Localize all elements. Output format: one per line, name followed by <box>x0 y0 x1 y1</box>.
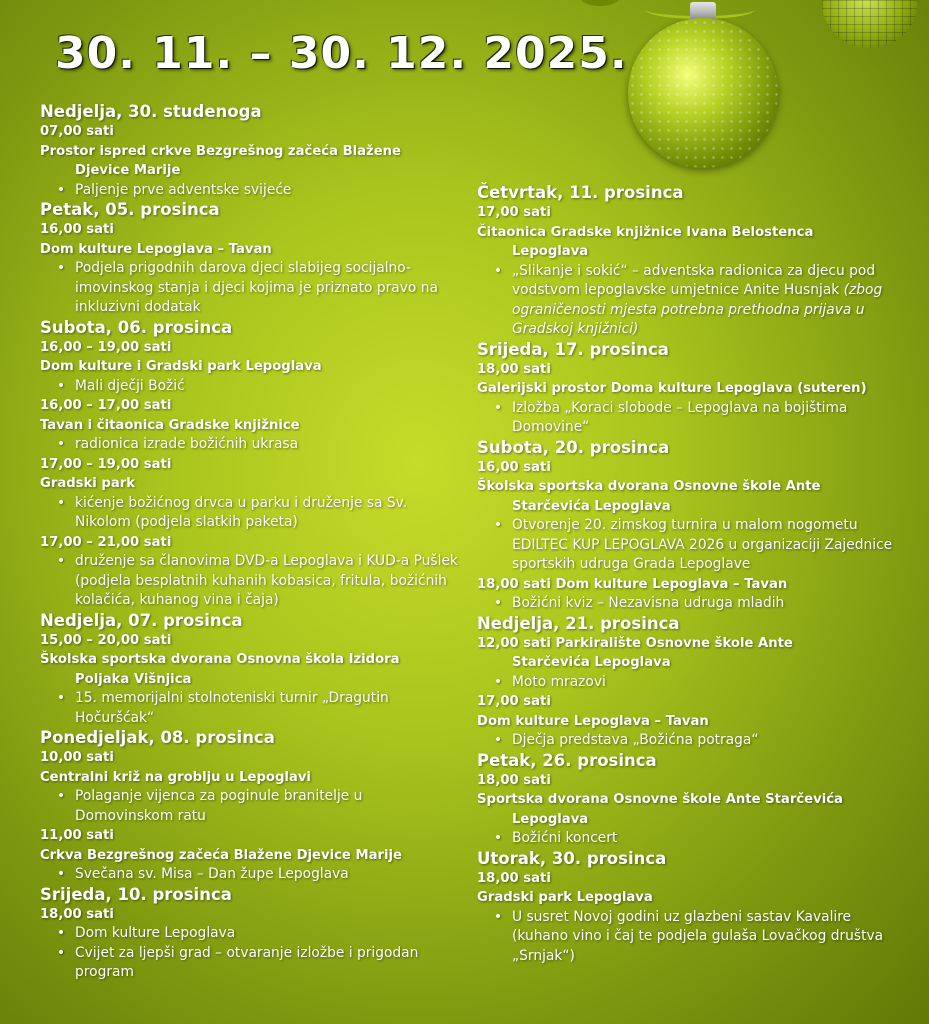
event-day-heading: Utorak, 30. prosinca <box>477 848 667 868</box>
event-location <box>40 357 460 377</box>
event-item-text: Otvorenje 20. zimskog turnira u malom nogometu EDILTEC KUP LEPOGLAVA 2026 u organizaciji Zajednice sportskih udruga Grada Lepoglave <box>512 517 893 572</box>
event-time: 16,00 sati <box>477 459 551 475</box>
christmas-ornament-icon <box>822 0 917 48</box>
event-day-heading: Subota, 06. prosinca <box>40 317 233 337</box>
event-day-heading: Srijeda, 10. prosinca <box>40 884 232 904</box>
event-item-text: Izložba „Koraci slobode – Lepoglava na bojištima Domovine“ <box>512 399 848 435</box>
event-location-line: Djevice Marije <box>75 163 181 178</box>
event-item <box>40 494 460 533</box>
event-location <box>477 223 907 262</box>
event-location <box>477 477 907 516</box>
christmas-ornament-icon <box>628 18 778 168</box>
event-item <box>477 829 907 849</box>
event-item-text: Podjela prigodnih darova djeci slabijeg socijalno-imovinskog stanja i djeci kojima je priznato pravo na inkluzivni dodatak <box>75 260 438 315</box>
event-location-line: Dom kulture Lepoglava – Tavan <box>477 713 709 729</box>
event-time: 11,00 sati <box>40 828 114 843</box>
event-day-heading: Subota, 20. prosinca <box>477 437 670 457</box>
event-location-line: Dom kulture i Gradski park Lepoglava <box>40 359 322 374</box>
event-location-line: Čitaonica Gradske knjižnice Ivana Belostenca <box>477 224 814 240</box>
event-item-text: radionica izrade božićnih ukrasa <box>75 436 299 452</box>
event-location-line: Školska sportska dvorana Osnovna škola Izidora <box>40 652 400 667</box>
event-item-text: Polaganje vijenca za poginule branitelje u Domovinskom ratu <box>75 788 363 824</box>
event-location <box>40 416 460 436</box>
event-item <box>40 689 460 728</box>
event-location-line: Tavan i čitaonica Gradske knjižnice <box>40 417 300 433</box>
event-time: 16,00 sati <box>40 222 114 237</box>
ornament-decoration <box>580 0 620 6</box>
event-item <box>477 594 907 614</box>
event-day-heading: Ponedjeljak, 08. prosinca <box>40 728 275 747</box>
event-location-line: Dom kulture Lepoglava – Tavan <box>40 241 272 257</box>
event-location <box>40 474 460 494</box>
event-item-text: Paljenje prve adventske svijeće <box>75 181 292 198</box>
event-location <box>477 712 907 732</box>
event-item-text: Svečana sv. Misa – Dan župe Lepoglava <box>75 866 349 882</box>
event-item <box>40 865 460 885</box>
event-time: 15,00 – 20,00 sati <box>40 632 172 648</box>
event-item <box>40 259 460 318</box>
event-time: 18,00 sati <box>477 870 551 886</box>
event-item-text: Mali dječji Božić <box>75 377 185 394</box>
event-item-text: Dom kulture Lepoglava <box>75 925 236 941</box>
event-item <box>40 924 460 944</box>
event-location <box>40 650 460 689</box>
event-time: 17,00 – 19,00 sati <box>40 456 172 472</box>
event-location-line: Školska sportska dvorana Osnovne škole Ante <box>477 479 821 494</box>
event-item <box>477 673 907 693</box>
event-day-heading: Nedjelja, 07. prosinca <box>40 610 243 630</box>
event-location <box>40 768 460 788</box>
event-day-heading: Srijeda, 17. prosinca <box>477 339 669 359</box>
event-location-line: Crkva Bezgrešnog začeća Blažene Djevice Marije <box>40 847 402 863</box>
event-note: (zbog ograničenosti mjesta potrebna prethodna prijava u Gradskoj knjižnici) <box>512 282 883 337</box>
event-location-line: Gradski park <box>40 476 136 491</box>
event-day-heading: Nedjelja, 21. prosinca <box>477 613 680 633</box>
event-location-line: Poljaka Višnjica <box>75 671 192 687</box>
page-title: 30. 11. – 30. 12. 2025. <box>55 28 628 79</box>
event-item <box>477 908 907 967</box>
event-item <box>40 787 460 826</box>
event-location <box>477 790 907 829</box>
event-day-heading: Četvrtak, 11. prosinca <box>477 183 684 202</box>
event-location-line: Starčevića Lepoglava <box>512 655 671 670</box>
event-time: 16,00 – 17,00 sati <box>40 398 172 413</box>
event-day-heading: Petak, 26. prosinca <box>477 750 657 770</box>
event-location <box>477 653 907 673</box>
event-time: 17,00 sati <box>477 205 551 220</box>
event-time: 18,00 sati <box>40 906 114 922</box>
event-item-text: U susret Novoj godini uz glazbeni sastav Kavalire (kuhano vino i čaj te podjela gulaša Lovačkog društva „Srnjak“) <box>512 908 884 964</box>
schedule-column-right <box>477 183 907 966</box>
event-day-heading: Petak, 05. prosinca <box>40 200 220 219</box>
event-item-text: Dječja predstava „Božićna potraga“ <box>512 732 759 748</box>
event-item-text: 15. memorijalni stolnoteniski turnir „Dragutin Hočuršćak“ <box>75 690 389 726</box>
event-location-line: Starčevića Lepoglava <box>512 498 671 514</box>
event-item <box>40 181 460 201</box>
event-item <box>40 552 460 611</box>
event-location-line: Lepoglava <box>512 811 589 827</box>
event-item-text: Cvijet za ljepši grad – otvaranje izložbe i prigodan program <box>75 944 419 980</box>
event-location <box>477 379 907 399</box>
event-time: 18,00 sati Dom kulture Lepoglava – Tavan <box>477 576 788 592</box>
event-location-line: Gradski park Lepoglava <box>477 890 653 905</box>
event-location <box>40 240 460 260</box>
event-location-line: Centralni križ na groblju u Lepoglavi <box>40 769 311 785</box>
event-time: 12,00 sati Parkiralište Osnovne škole Ante <box>477 635 793 651</box>
event-item-text: Moto mrazovi <box>512 673 606 690</box>
event-day-heading: Nedjelja, 30. studenoga <box>40 102 262 121</box>
event-item <box>477 262 907 340</box>
event-item <box>40 944 460 983</box>
event-item <box>477 516 907 575</box>
event-time: 18,00 sati <box>477 772 551 788</box>
event-item-text: kićenje božićnog drvca u parku i druženje sa Sv. Nikolom (podjela slatkih paketa) <box>75 494 408 530</box>
event-location <box>40 846 460 866</box>
event-location-line: Galerijski prostor Doma kulture Lepoglava (suteren) <box>477 381 867 396</box>
event-item-text: druženje sa članovima DVD-a Lepoglava i KUD-a Pušlek (podjela besplatnih kuhanih kobasica, fritula, božićnih kolačića, kuhanog vina i čaja) <box>75 553 458 608</box>
event-item <box>40 377 460 397</box>
event-location <box>477 888 907 908</box>
event-location-line: Lepoglava <box>512 244 589 259</box>
event-time: 17,00 – 21,00 sati <box>40 534 172 550</box>
event-item-text: „Slikanje i sokić“ – adventska radionica za djecu pod vodstvom lepoglavske umjetnice Anite Husnjak <box>512 262 876 298</box>
event-location-line: Prostor ispred crkve Bezgrešnog začeća Blažene <box>40 143 402 159</box>
event-time: 17,00 sati <box>477 694 551 709</box>
event-location-line: Sportska dvorana Osnovne škole Ante Starčevića <box>477 792 843 807</box>
event-time: 18,00 sati <box>477 361 551 377</box>
event-time: 10,00 sati <box>40 750 114 765</box>
event-location <box>40 142 460 181</box>
event-item-text: Božićni kviz – Nezavisna udruga mladih <box>512 595 785 611</box>
event-item <box>40 435 460 455</box>
event-time: 07,00 sati <box>40 124 114 139</box>
event-time: 16,00 – 19,00 sati <box>40 339 172 355</box>
event-item <box>477 399 907 438</box>
schedule-column-left <box>40 102 460 983</box>
event-item-text: Božićni koncert <box>512 830 618 846</box>
event-item <box>477 731 907 751</box>
